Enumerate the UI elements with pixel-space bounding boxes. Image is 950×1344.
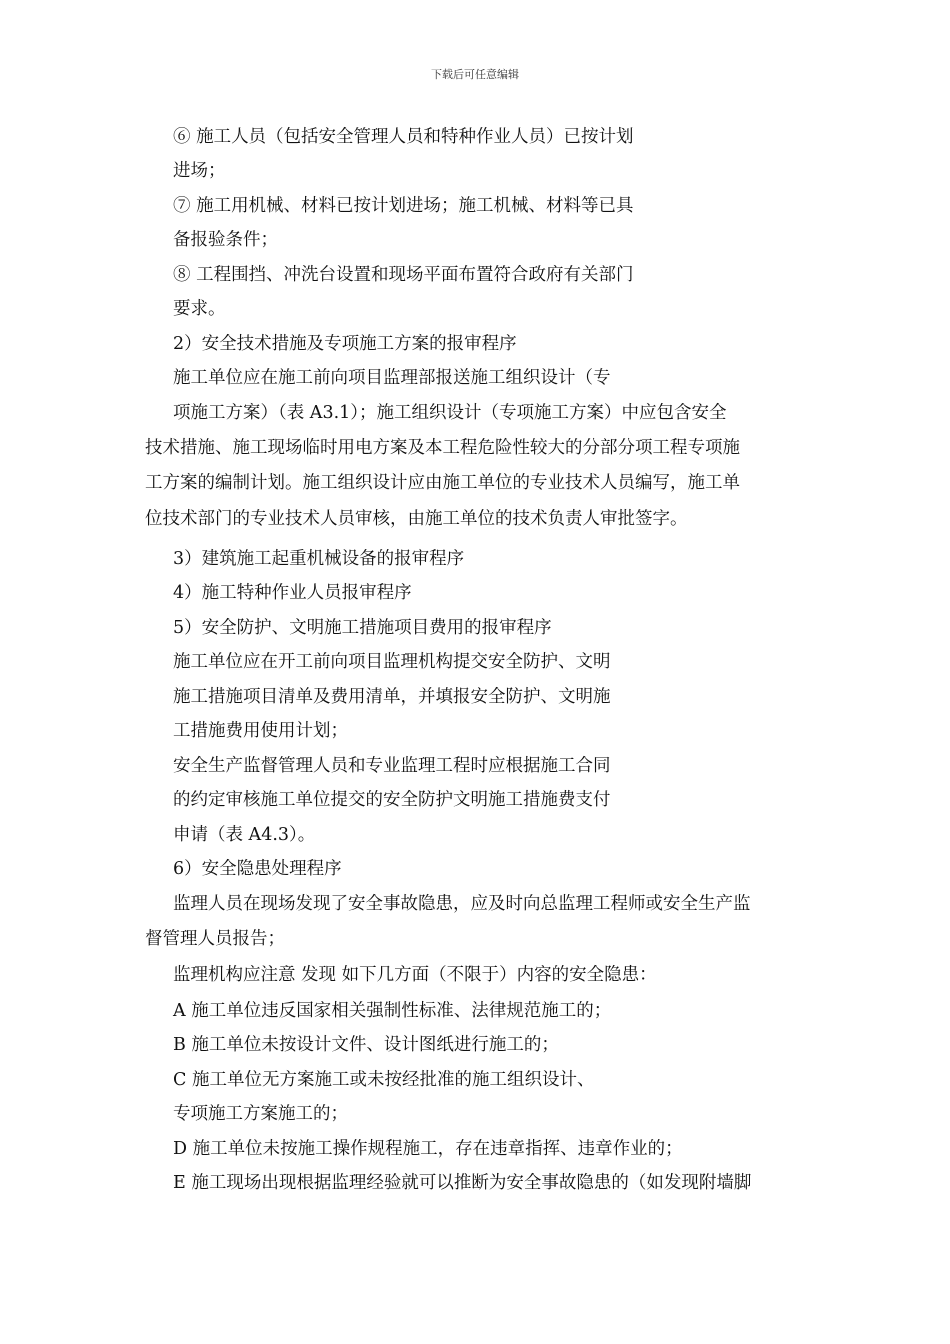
text-line-15: 5）安全防护、文明施工措施项目费用的报审程序	[173, 618, 552, 638]
text-line-4: 备报验条件；	[173, 230, 278, 250]
text-line-29: 专项施工方案施工的；	[173, 1104, 348, 1124]
text-line-1: ⑥ 施工人员（包括安全管理人员和特种作业人员）已按计划	[173, 127, 634, 147]
text-line-19: 安全生产监督管理人员和专业监理工程时应根据施工合同	[173, 756, 611, 776]
text-line-27: B 施工单位未按设计文件、设计图纸进行施工的；	[173, 1035, 559, 1055]
text-line-12: 位技术部门的专业技术人员审核，由施工单位的技术负责人审批签字。	[145, 509, 688, 529]
text-line-20: 的约定审核施工单位提交的安全防护文明施工措施费支付	[173, 790, 611, 810]
text-line-7: 2）安全技术措施及专项施工方案的报审程序	[173, 334, 517, 354]
text-line-26: A 施工单位违反国家相关强制性标准、法律规范施工的；	[173, 1001, 612, 1021]
text-line-17: 施工措施项目清单及费用清单，并填报安全防护、文明施	[173, 687, 611, 707]
text-line-25: 监理机构应注意 发现 如下几方面（不限于）内容的安全隐患：	[173, 965, 657, 985]
text-line-10: 技术措施、施工现场临时用电方案及本工程危险性较大的分部分项工程专项施	[145, 438, 740, 458]
text-line-21: 申请（表 A4.3）。	[173, 825, 316, 845]
text-line-18: 工措施费用使用计划；	[173, 721, 348, 741]
page-header: 下载后可任意编辑	[431, 68, 519, 81]
text-line-31: E 施工现场出现根据监理经验就可以推断为安全事故隐患的（如发现附墙脚	[173, 1173, 752, 1193]
text-line-6: 要求。	[173, 299, 226, 319]
text-line-22: 6）安全隐患处理程序	[173, 859, 342, 879]
text-line-9: 项施工方案）（表 A3.1）；施工组织设计（专项施工方案）中应包含安全	[173, 403, 727, 423]
text-line-28: C 施工单位无方案施工或未按经批准的施工组织设计、	[173, 1070, 595, 1090]
text-line-3: ⑦ 施工用机械、材料已按计划进场；施工机械、材料等已具	[173, 196, 634, 216]
text-line-2: 进场；	[173, 161, 226, 181]
text-line-13: 3）建筑施工起重机械设备的报审程序	[173, 549, 465, 569]
text-line-30: D 施工单位未按施工操作规程施工，存在违章指挥、违章作业的；	[173, 1139, 683, 1159]
text-line-11: 工方案的编制计划。施工组织设计应由施工单位的专业技术人员编写，施工单	[145, 473, 740, 493]
text-line-14: 4）施工特种作业人员报审程序	[173, 583, 412, 603]
text-line-8: 施工单位应在施工前向项目监理部报送施工组织设计（专	[173, 368, 611, 388]
text-line-16: 施工单位应在开工前向项目监理机构提交安全防护、文明	[173, 652, 611, 672]
text-line-23: 监理人员在现场发现了安全事故隐患，应及时向总监理工程师或安全生产监	[173, 894, 751, 914]
text-line-24: 督管理人员报告；	[145, 929, 285, 949]
text-line-5: ⑧ 工程围挡、冲洗台设置和现场平面布置符合政府有关部门	[173, 265, 634, 285]
